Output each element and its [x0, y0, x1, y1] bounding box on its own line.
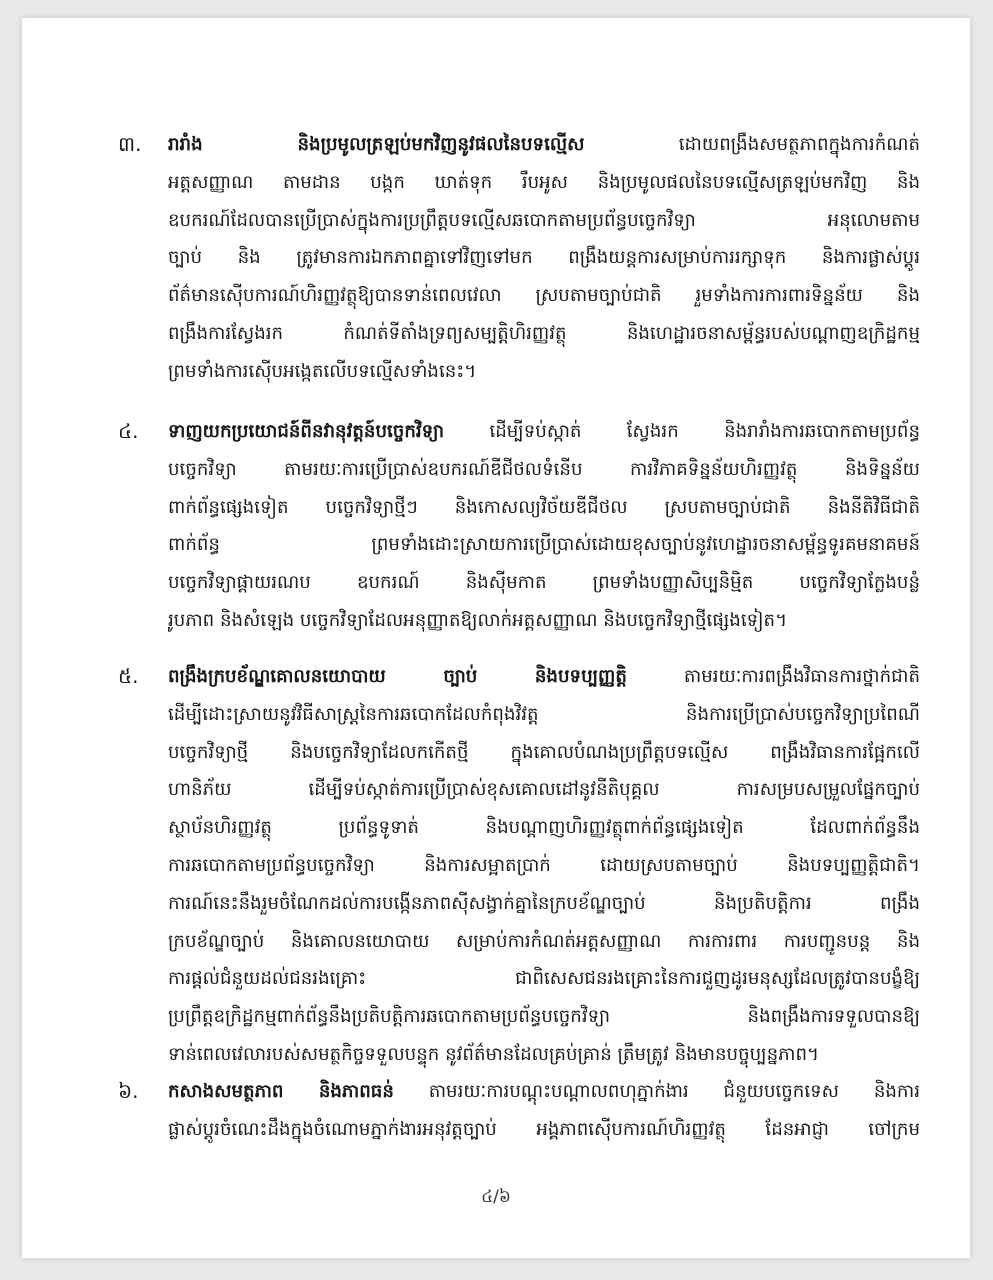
item-content: [168, 126, 920, 391]
item-line: [168, 1073, 920, 1111]
item-heading: កសាងសមត្ថភាព និងភាពធន់: [168, 1081, 394, 1102]
item-heading: រារាំង និងប្រមូលត្រឡប់មកវិញនូវផលនៃបទល្មើស: [168, 134, 585, 155]
item-line: បច្ចេកវិទ្យា តាមរយៈការប្រើប្រាស់ឧបករណ៍ឌីជីថលទំនើប ការវិភាគទិន្នន័យហិរញ្ញវត្ថុ និងទិន្នន័យ: [168, 458, 920, 480]
item-text: តាមរយៈការពង្រឹងវិធានការថ្នាក់ជាតិ: [626, 666, 920, 687]
item-line: បច្ចេកវិទ្យាថ្មី និងបច្ចេកវិទ្យាដែលកកើតថ្មី ក្នុងគោលបំណងប្រព្រឹត្តបទល្មើស ពង្រឹងវិធានការផ្អែកលើ: [168, 741, 920, 763]
item-line: បច្ចេកវិទ្យាផ្តាយរណប ឧបករណ៍ និងស៊ីមកាត ព្រមទាំងបញ្ញាសិប្បនិម្មិត បច្ចេកវិទ្យាក្លែងបន្លំ: [168, 572, 920, 594]
item-content: [168, 413, 920, 640]
item-line: ស្ថាប័នហិរញ្ញវត្ថុ ប្រព័ន្ធទូទាត់ និងបណ្តាញហិរញ្ញវត្ថុពាក់ព័ន្ធផ្សេងទៀត ដែលពាក់ព័ន្ធនឹង: [168, 817, 920, 839]
item-content: [168, 658, 920, 1074]
item-number: ៥.: [118, 664, 139, 688]
item-line: ទាន់ពេលវេលារបស់សមត្ថកិច្ចទទួលបន្ទុក នូវព័ត៌មានដែលគ្រប់គ្រាន់ ត្រឹមត្រូវ និងមានបច្ចុប្បន្នភាព។: [168, 1043, 819, 1065]
item-heading: ពង្រឹងក្របខ័ណ្ឌគោលនយោបាយ ច្បាប់ និងបទប្បញ្ញត្តិ: [168, 666, 627, 687]
item-line: [168, 126, 920, 164]
item-line: ពាក់ព័ន្ធ ព្រមទាំងដោះស្រាយការប្រើប្រាស់ដោយខុសច្បាប់នូវហេដ្ឋារចនាសម្ព័ន្ធទូរគមនាគមន៍: [168, 534, 920, 556]
item-line: ក្របខ័ណ្ឌច្បាប់ និងគោលនយោបាយ សម្រាប់ការកំណត់អត្តសញ្ញាណ ការការពារ ការបញ្ជូនបន្ត និង: [168, 930, 920, 952]
item-line: ព្រមទាំងការស៊ើបអង្កេតលើបទល្មើសទាំងនេះ។: [168, 360, 477, 382]
item-line: ការផ្តល់ជំនួយដល់ជនរងគ្រោះ ជាពិសេសជនរងគ្រោះនៃការជួញដូរមនុស្សដែលត្រូវបានបង្ខំឱ្យ: [168, 968, 920, 990]
page-number: ៤/៦: [481, 1187, 511, 1207]
item-line: ហានិភ័យ ដើម្បីទប់ស្កាត់ការប្រើប្រាស់ខុសគោលដៅនូវនីតិបុគ្គល ការសម្របសម្រួលផ្នែកច្បាប់: [168, 779, 920, 801]
item-line: ពង្រឹងការស្វែងរក កំណត់ទីតាំងទ្រព្យសម្បត្តិហិរញ្ញវត្ថុ និងហេដ្ឋារចនាសម្ព័ន្ធរបស់បណ្តាញឧក្រិដ្ឋកម្ម: [168, 322, 920, 344]
item-line: អត្តសញ្ញាណ តាមដាន បង្កក ឃាត់ទុក រឹបអូស និងប្រមូលផលនៃបទល្មើសត្រឡប់មកវិញ និង: [168, 171, 920, 193]
document-page: [22, 18, 970, 1258]
item-line: ដើម្បីដោះស្រាយនូវវិធីសាស្ត្រនៃការឆបោកដែលកំពុងវិវត្ត និងការប្រើប្រាស់បច្ចេកវិទ្យាប្រពៃណី: [168, 703, 920, 725]
item-line: រូបភាព និងសំឡេង បច្ចេកវិទ្យាដែលអនុញ្ញាតឱ្យលាក់អត្តសញ្ញាណ និងបច្ចេកវិទ្យាថ្មីផ្សេងទៀត។: [168, 609, 788, 631]
item-text: ដើម្បីទប់ស្កាត់ ស្វែងរក និងរារាំងការឆបោកតាមប្រព័ន្ធ: [444, 421, 920, 442]
item-line: ការណ៍នេះនឹងរួមចំណែកដល់ការបង្កើនភាពស៊ីសង្វាក់គ្នានៃក្របខ័ណ្ឌច្បាប់ និងប្រតិបត្តិការ ពង្រឹង: [168, 892, 920, 914]
item-number: ៦.: [118, 1079, 139, 1103]
item-line: ប្រព្រឹត្តឧក្រិដ្ឋកម្មពាក់ព័ន្ធនឹងប្រតិបត្តិការឆបោកតាមប្រព័ន្ធបច្ចេកវិទ្យា និងពង្រឹងការទទួលបានឱ្យ: [168, 1006, 920, 1028]
item-line: ឧបករណ៍ដែលបានប្រើប្រាស់ក្នុងការប្រព្រឹត្តបទល្មើសឆបោកតាមប្រព័ន្ធបច្ចេកវិទ្យា អនុលោមតាម: [168, 209, 920, 231]
item-line: ការឆបោកតាមប្រព័ន្ធបច្ចេកវិទ្យា និងការសម្អាតប្រាក់ ដោយស្របតាមច្បាប់ និងបទប្បញ្ញត្តិជាតិ។: [168, 854, 920, 876]
item-heading: ទាញយកប្រយោជន៍ពីនវានុវត្តន៍បច្ចេកវិទ្យា: [168, 421, 445, 442]
item-line: ច្បាប់ និង ត្រូវមានការឯកភាពគ្នាទៅវិញទៅមក ពង្រឹងយន្តការសម្រាប់ការរក្សាទុក និងការផ្លាស់ប្តូរ: [168, 247, 920, 269]
item-number: ៤.: [118, 419, 139, 443]
item-line: ព័ត៌មានស៊ើបការណ៍ហិរញ្ញវត្ថុឱ្យបានទាន់ពេលវេលា ស្របតាមច្បាប់ជាតិ រួមទាំងការការពារទិន្នន័យ និង: [168, 285, 920, 307]
item-line: [168, 413, 920, 451]
item-line: ផ្លាស់ប្តូរចំណេះដឹងក្នុងចំណោមភ្នាក់ងារអនុវត្តច្បាប់ អង្គភាពស៊ើបការណ៍ហិរញ្ញវត្ថុ ដែនអាជ្ញា ចៅក្រម: [168, 1118, 920, 1140]
item-number: ៣.: [118, 132, 142, 156]
item-text: តាមរយៈការបណ្តុះបណ្តាលពហុភ្នាក់ងារ ជំនួយបច្ចេកទេស និងការ: [393, 1081, 920, 1102]
item-content: [168, 1073, 920, 1149]
item-text: ដោយពង្រឹងសមត្ថភាពក្នុងការកំណត់: [584, 134, 920, 155]
item-line: ពាក់ព័ន្ធផ្សេងទៀត បច្ចេកវិទ្យាថ្មីៗ និងកោសល្យវិច័យឌីជីថល ស្របតាមច្បាប់ជាតិ និងនីតិវិធីជាតិ: [168, 496, 920, 518]
item-line: [168, 658, 920, 696]
